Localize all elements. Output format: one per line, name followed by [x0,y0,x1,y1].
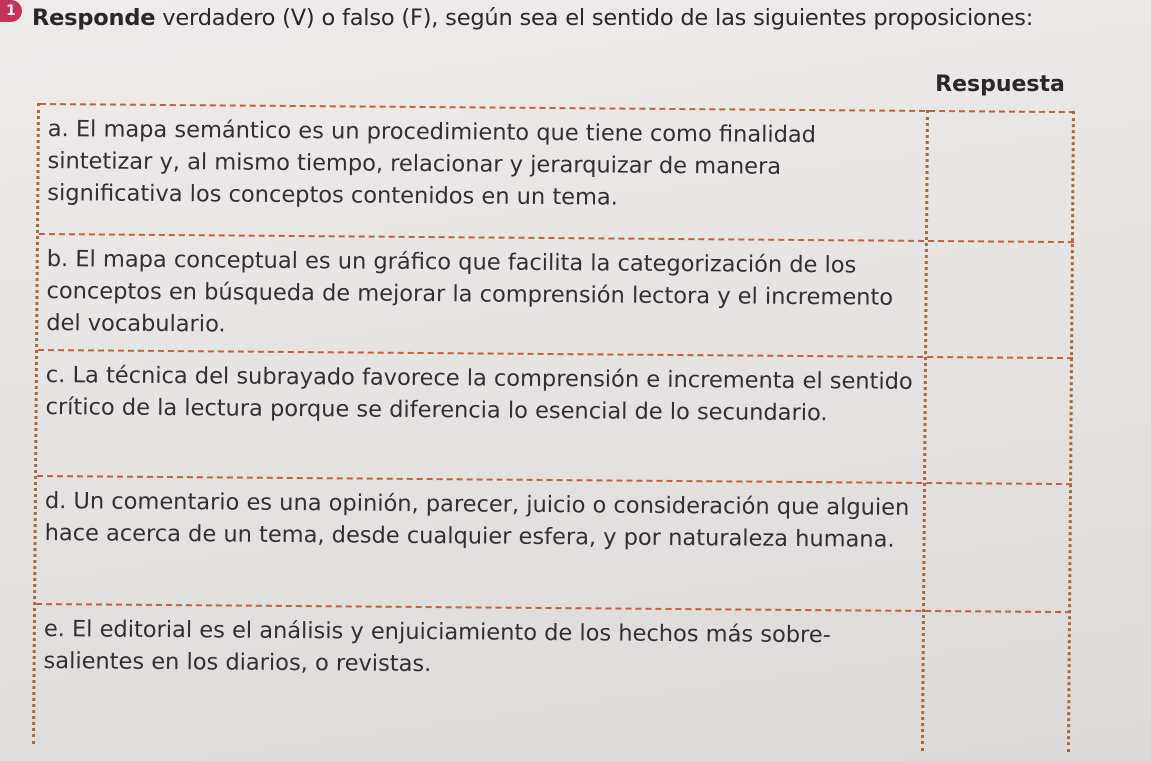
true-false-table [35,103,1075,752]
exercise-instruction [32,5,1151,31]
statement-row-e [35,603,1071,747]
statement-d: d. Un comentario es una opinión, parecer, juicio o consideración que alguien hace acerca de un tema, desde cualquier esfera, y por naturaleza humana. [44,488,910,553]
exercise-number-badge: 1 [0,0,22,22]
statement-c: c. La técnica del subrayado favorece la comprensión e incrementa el sentido crítico de la lectura porque se diferencia lo esencial de lo secundario. [45,362,913,427]
statement-row-c [37,349,1073,483]
instruction-lead: Responde [32,5,156,31]
statement-b: b. El mapa conceptual es un gráfico que facilita la categorización de los conceptos en búsqueda de mejorar la comprensión lectora y el incremento del vocabulario. [46,246,894,338]
statement-row-a [39,103,1075,241]
statement-a: a. El mapa semántico es un procedimiento que tiene como finalidad sintetizar y, al mismo tiempo, relacionar y jerarquizar de manera significativa los conceptos contenidos en un tema. [47,116,817,211]
answer-column-header: Respuesta [935,72,1065,97]
statement-row-b [38,233,1074,357]
instruction-rest: verdadero (V) o falso (F), según sea el sentido de las siguientes proposiciones: [155,5,1034,31]
statement-e: e. El editorial es el análisis y enjuiciamiento de los hechos más sobre-salientes en los diarios, o revistas. [43,616,831,678]
statement-row-d [36,475,1072,611]
